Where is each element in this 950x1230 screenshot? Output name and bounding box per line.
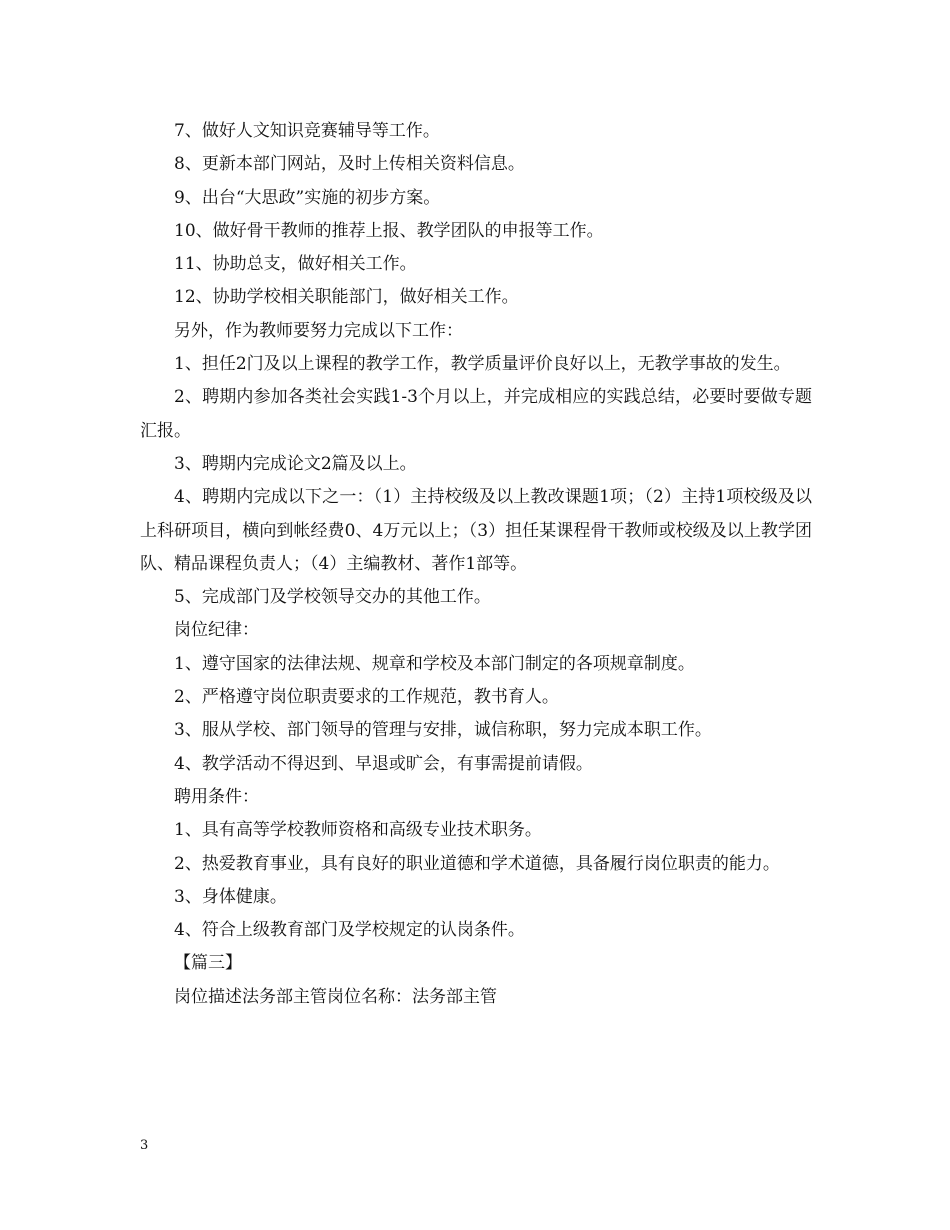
paragraph: 岗位描述法务部主管岗位名称：法务部主管: [174, 986, 497, 1007]
paragraph: 7、做好人文知识竞赛辅导等工作。: [174, 121, 440, 141]
paragraph: 12、协助学校相关职能部门，做好相关工作。: [174, 287, 519, 308]
section-heading: 聘用条件：: [174, 786, 259, 807]
paragraph: 3、服从学校、部门领导的管理与安排，诚信称职，努力完成本职工作。: [174, 720, 712, 741]
paragraph: 9、出台“大思政”实施的初步方案。: [174, 187, 441, 208]
paragraph: 4、聘期内完成以下之一：（1）主持校级及以上教改课题1项；（2）主持1项校级及以上科研项目，横向到帐经费0、4万元以上；（3）担任某课程骨干教师或校级及以上教学团队、精品课程负责人；（4）主编教材、著作1部等。: [140, 487, 812, 574]
paragraph: 1、具有高等学校教师资格和高级专业技术职务。: [174, 820, 542, 841]
paragraph: 11、协助总支，做好相关工作。: [174, 254, 417, 275]
paragraph: 2、热爱教育事业，具有良好的职业道德和学术道德，具备履行岗位职责的能力。: [174, 853, 780, 874]
section-intro: 另外，作为教师要努力完成以下工作：: [174, 320, 463, 341]
paragraph: 2、严格遵守岗位职责要求的工作规范，教书育人。: [174, 687, 559, 708]
section-heading: 岗位纪律：: [174, 620, 259, 641]
paragraph: 5、完成部门及学校领导交办的其他工作。: [174, 587, 491, 608]
paragraph: 2、聘期内参加各类社会实践1-3个月以上，并完成相应的实践总结，必要时要做专题汇报。: [140, 387, 812, 441]
paragraph: 3、身体健康。: [174, 886, 287, 907]
paragraph: 1、担任2门及以上课程的教学工作，教学质量评价良好以上，无教学事故的发生。: [174, 354, 791, 375]
page-number: 3: [140, 1138, 149, 1153]
document-body: [140, 115, 812, 1014]
chapter-heading: 【篇三】: [174, 953, 242, 974]
paragraph: 8、更新本部门网站，及时上传相关资料信息。: [174, 154, 525, 175]
paragraph: 4、符合上级教育部门及学校规定的认岗条件。: [174, 920, 525, 941]
paragraph: 1、遵守国家的法律法规、规章和学校及本部门制定的各项规章制度。: [174, 653, 695, 674]
paragraph: 10、做好骨干教师的推荐上报、教学团队的申报等工作。: [174, 220, 604, 241]
paragraph: 3、聘期内完成论文2篇及以上。: [174, 453, 417, 474]
paragraph: 4、教学活动不得迟到、早退或旷会，有事需提前请假。: [174, 753, 593, 774]
